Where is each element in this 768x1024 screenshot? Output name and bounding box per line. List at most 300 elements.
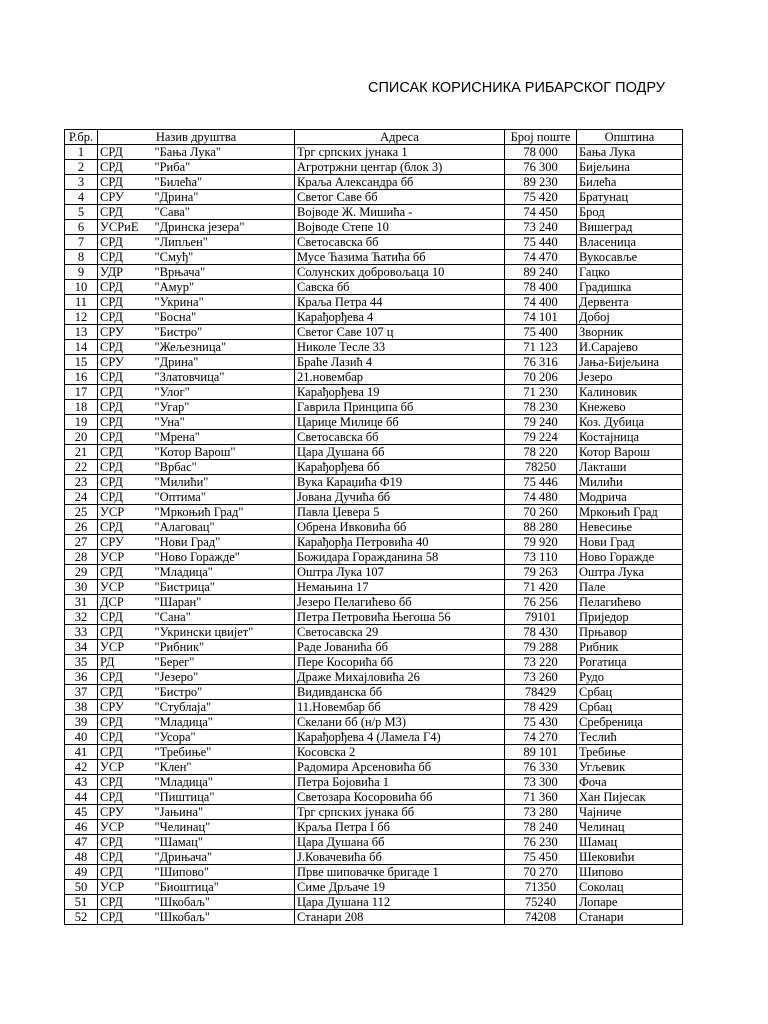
address-cell: Обрена Ивковића бб — [295, 520, 505, 535]
postal-code-cell: 74 480 — [505, 490, 577, 505]
row-number-cell: 7 — [65, 235, 98, 250]
society-type-cell: СРД — [98, 490, 153, 505]
postal-code-cell: 74208 — [505, 910, 577, 925]
row-number-cell: 36 — [65, 670, 98, 685]
postal-code-cell: 78 429 — [505, 700, 577, 715]
society-type-cell: СРД — [98, 205, 153, 220]
row-number-cell: 20 — [65, 430, 98, 445]
society-type-cell: СРД — [98, 745, 153, 760]
address-cell: Петра Бојовића 1 — [295, 775, 505, 790]
row-number-cell: 51 — [65, 895, 98, 910]
municipality-cell: Лакташи — [577, 460, 683, 475]
postal-code-cell: 79 920 — [505, 535, 577, 550]
society-name-cell: "Дрина" — [153, 355, 295, 370]
table-row — [65, 370, 683, 385]
municipality-cell: Гацко — [577, 265, 683, 280]
municipality-cell: Рибник — [577, 640, 683, 655]
municipality-cell: Требиње — [577, 745, 683, 760]
municipality-cell: Мркоњић Град — [577, 505, 683, 520]
society-type-cell: СРД — [98, 280, 153, 295]
address-cell: Карађорђева 4 — [295, 310, 505, 325]
table-row — [65, 445, 683, 460]
row-number-cell: 44 — [65, 790, 98, 805]
society-name-cell: "Језеро" — [153, 670, 295, 685]
row-number-cell: 3 — [65, 175, 98, 190]
row-number-cell: 50 — [65, 880, 98, 895]
row-number-cell: 23 — [65, 475, 98, 490]
row-number-cell: 37 — [65, 685, 98, 700]
row-number-cell: 43 — [65, 775, 98, 790]
row-number-cell: 34 — [65, 640, 98, 655]
municipality-cell: Србац — [577, 700, 683, 715]
society-name-cell: "Улог" — [153, 385, 295, 400]
table-row — [65, 505, 683, 520]
row-number-cell: 31 — [65, 595, 98, 610]
municipality-cell: Милићи — [577, 475, 683, 490]
municipality-cell: Прњавор — [577, 625, 683, 640]
municipality-cell: Зворник — [577, 325, 683, 340]
municipality-cell: Невесиње — [577, 520, 683, 535]
postal-code-cell: 78250 — [505, 460, 577, 475]
municipality-cell: Челинац — [577, 820, 683, 835]
society-name-cell: "Риба" — [153, 160, 295, 175]
postal-code-cell: 74 450 — [505, 205, 577, 220]
society-name-cell: "Клен" — [153, 760, 295, 775]
postal-code-cell: 73 280 — [505, 805, 577, 820]
postal-code-cell: 76 316 — [505, 355, 577, 370]
row-number-cell: 9 — [65, 265, 98, 280]
postal-code-cell: 75 446 — [505, 475, 577, 490]
table-row — [65, 205, 683, 220]
municipality-cell: Бања Лука — [577, 145, 683, 160]
address-cell: Пере Косорића бб — [295, 655, 505, 670]
postal-code-cell: 76 230 — [505, 835, 577, 850]
table-row — [65, 520, 683, 535]
header-postal-code: Број поште — [505, 130, 577, 145]
table-row — [65, 160, 683, 175]
municipality-cell: Брод — [577, 205, 683, 220]
society-type-cell: СРД — [98, 610, 153, 625]
row-number-cell: 49 — [65, 865, 98, 880]
address-cell: Браће Лазић 4 — [295, 355, 505, 370]
society-type-cell: УСР — [98, 820, 153, 835]
row-number-cell: 33 — [65, 625, 98, 640]
row-number-cell: 5 — [65, 205, 98, 220]
table-row — [65, 325, 683, 340]
society-name-cell: "Стублаја" — [153, 700, 295, 715]
postal-code-cell: 71 420 — [505, 580, 577, 595]
society-name-cell: "Угар" — [153, 400, 295, 415]
table-row — [65, 610, 683, 625]
municipality-cell: Нови Град — [577, 535, 683, 550]
address-cell: Вука Караџића Ф19 — [295, 475, 505, 490]
header-address: Адреса — [295, 130, 505, 145]
registry-table — [64, 129, 683, 925]
table-row — [65, 340, 683, 355]
society-type-cell: СРУ — [98, 325, 153, 340]
postal-code-cell: 75 450 — [505, 850, 577, 865]
postal-code-cell: 74 270 — [505, 730, 577, 745]
table-row — [65, 895, 683, 910]
table-row — [65, 460, 683, 475]
address-cell: Петра Петровића Његоша 56 — [295, 610, 505, 625]
address-cell: Скелани бб (н/р МЗ) — [295, 715, 505, 730]
society-name-cell: "Котор Варош" — [153, 445, 295, 460]
society-name-cell: "Дрина" — [153, 190, 295, 205]
address-cell: Краља Александра бб — [295, 175, 505, 190]
society-type-cell: УСР — [98, 550, 153, 565]
table-body — [65, 145, 683, 925]
row-number-cell: 18 — [65, 400, 98, 415]
row-number-cell: 29 — [65, 565, 98, 580]
society-type-cell: УСР — [98, 580, 153, 595]
municipality-cell: Рудо — [577, 670, 683, 685]
municipality-cell: Ново Горажде — [577, 550, 683, 565]
society-name-cell: "Бања Лука" — [153, 145, 295, 160]
table-row — [65, 865, 683, 880]
municipality-cell: Угљевик — [577, 760, 683, 775]
row-number-cell: 24 — [65, 490, 98, 505]
municipality-cell: Јања-Бијељина — [577, 355, 683, 370]
address-cell: Немањина 17 — [295, 580, 505, 595]
society-name-cell: "Бистро" — [153, 325, 295, 340]
society-name-cell: "Шипово" — [153, 865, 295, 880]
address-cell: Карађорђева бб — [295, 460, 505, 475]
row-number-cell: 46 — [65, 820, 98, 835]
address-cell: Ј.Ковачевића бб — [295, 850, 505, 865]
row-number-cell: 27 — [65, 535, 98, 550]
postal-code-cell: 78429 — [505, 685, 577, 700]
society-name-cell: "Амур" — [153, 280, 295, 295]
table-row — [65, 415, 683, 430]
society-type-cell: СРД — [98, 370, 153, 385]
society-name-cell: "Младица" — [153, 715, 295, 730]
society-name-cell: "Ново Горажде" — [153, 550, 295, 565]
municipality-cell: Станари — [577, 910, 683, 925]
table-row — [65, 310, 683, 325]
municipality-cell: Соколац — [577, 880, 683, 895]
table-row — [65, 625, 683, 640]
society-name-cell: "Усора" — [153, 730, 295, 745]
society-type-cell: СРД — [98, 310, 153, 325]
society-name-cell: "Смуђ" — [153, 250, 295, 265]
table-row — [65, 265, 683, 280]
table-row — [65, 715, 683, 730]
address-cell: Краља Петра I бб — [295, 820, 505, 835]
society-name-cell: "Мркоњић Град" — [153, 505, 295, 520]
society-type-cell: СРД — [98, 625, 153, 640]
society-type-cell: СРД — [98, 460, 153, 475]
table-row — [65, 550, 683, 565]
table-row — [65, 730, 683, 745]
society-name-cell: "Биоштица" — [153, 880, 295, 895]
postal-code-cell: 73 300 — [505, 775, 577, 790]
society-type-cell: СРД — [98, 565, 153, 580]
address-cell: Гаврила Принципа бб — [295, 400, 505, 415]
postal-code-cell: 76 330 — [505, 760, 577, 775]
address-cell: Солунских добровољаца 10 — [295, 265, 505, 280]
row-number-cell: 14 — [65, 340, 98, 355]
table-row — [65, 790, 683, 805]
society-name-cell: "Милићи" — [153, 475, 295, 490]
address-cell: Светосавска бб — [295, 430, 505, 445]
postal-code-cell: 70 270 — [505, 865, 577, 880]
address-cell: Савска бб — [295, 280, 505, 295]
society-name-cell: "Јањина" — [153, 805, 295, 820]
society-name-cell: "Златовчица" — [153, 370, 295, 385]
address-cell: 21.новембар — [295, 370, 505, 385]
society-type-cell: СРД — [98, 250, 153, 265]
address-cell: Краља Петра 44 — [295, 295, 505, 310]
society-name-cell: "Укрински цвијет" — [153, 625, 295, 640]
row-number-cell: 48 — [65, 850, 98, 865]
row-number-cell: 32 — [65, 610, 98, 625]
society-type-cell: СРД — [98, 835, 153, 850]
postal-code-cell: 88 280 — [505, 520, 577, 535]
table-row — [65, 190, 683, 205]
row-number-cell: 21 — [65, 445, 98, 460]
society-name-cell: "Укрина" — [153, 295, 295, 310]
municipality-cell: Дервента — [577, 295, 683, 310]
municipality-cell: Вукосавље — [577, 250, 683, 265]
address-cell: Божидара Горажданина 58 — [295, 550, 505, 565]
row-number-cell: 52 — [65, 910, 98, 925]
society-type-cell: СРУ — [98, 805, 153, 820]
table-row — [65, 580, 683, 595]
postal-code-cell: 74 400 — [505, 295, 577, 310]
society-type-cell: СРД — [98, 385, 153, 400]
society-name-cell: "Шамац" — [153, 835, 295, 850]
postal-code-cell: 71350 — [505, 880, 577, 895]
table-row — [65, 235, 683, 250]
postal-code-cell: 89 101 — [505, 745, 577, 760]
row-number-cell: 8 — [65, 250, 98, 265]
table-row — [65, 670, 683, 685]
municipality-cell: Сребреница — [577, 715, 683, 730]
municipality-cell: Србац — [577, 685, 683, 700]
table-row — [65, 295, 683, 310]
table-row — [65, 805, 683, 820]
municipality-cell: Фоча — [577, 775, 683, 790]
society-type-cell: СРД — [98, 910, 153, 925]
society-name-cell: "Сана" — [153, 610, 295, 625]
postal-code-cell: 78 220 — [505, 445, 577, 460]
address-cell: Цара Душана бб — [295, 835, 505, 850]
table-row — [65, 535, 683, 550]
municipality-cell: Бијељина — [577, 160, 683, 175]
table-row — [65, 745, 683, 760]
society-type-cell: СРД — [98, 730, 153, 745]
postal-code-cell: 73 240 — [505, 220, 577, 235]
address-cell: Карађорђева 19 — [295, 385, 505, 400]
address-cell: Јована Дучића бб — [295, 490, 505, 505]
address-cell: Цара Душана 112 — [295, 895, 505, 910]
society-type-cell: СРД — [98, 685, 153, 700]
municipality-cell: Теслић — [577, 730, 683, 745]
address-cell: Светозара Косоровића бб — [295, 790, 505, 805]
address-cell: Војводе Степе 10 — [295, 220, 505, 235]
row-number-cell: 15 — [65, 355, 98, 370]
address-cell: 11.Новембар бб — [295, 700, 505, 715]
header-row — [65, 130, 683, 145]
postal-code-cell: 79 288 — [505, 640, 577, 655]
society-type-cell: СРД — [98, 775, 153, 790]
table-row — [65, 280, 683, 295]
row-number-cell: 11 — [65, 295, 98, 310]
address-cell: Радомира Арсеновића бб — [295, 760, 505, 775]
table-row — [65, 490, 683, 505]
society-type-cell: УСР — [98, 760, 153, 775]
table-row — [65, 595, 683, 610]
society-type-cell: УСР — [98, 640, 153, 655]
municipality-cell: Пелагићево — [577, 595, 683, 610]
table-row — [65, 400, 683, 415]
society-type-cell: СРД — [98, 430, 153, 445]
row-number-cell: 28 — [65, 550, 98, 565]
municipality-cell: Градишка — [577, 280, 683, 295]
society-name-cell: "Младица" — [153, 565, 295, 580]
municipality-cell: Модрича — [577, 490, 683, 505]
society-name-cell: "Челинац" — [153, 820, 295, 835]
society-name-cell: "Сава" — [153, 205, 295, 220]
address-cell: Видивданска бб — [295, 685, 505, 700]
table-header — [65, 130, 683, 145]
postal-code-cell: 78 230 — [505, 400, 577, 415]
society-type-cell: СРД — [98, 235, 153, 250]
postal-code-cell: 70 260 — [505, 505, 577, 520]
postal-code-cell: 78 000 — [505, 145, 577, 160]
municipality-cell: Чајниче — [577, 805, 683, 820]
municipality-cell: Оштра Лука — [577, 565, 683, 580]
municipality-cell: Шамац — [577, 835, 683, 850]
table-row — [65, 850, 683, 865]
table-row — [65, 820, 683, 835]
address-cell: Карађорђа Петровића 40 — [295, 535, 505, 550]
row-number-cell: 30 — [65, 580, 98, 595]
postal-code-cell: 73 260 — [505, 670, 577, 685]
address-cell: Трг српских јунака 1 — [295, 145, 505, 160]
society-type-cell: УСР — [98, 505, 153, 520]
municipality-cell: Котор Варош — [577, 445, 683, 460]
society-type-cell: СРД — [98, 340, 153, 355]
society-type-cell: СРУ — [98, 700, 153, 715]
row-number-cell: 1 — [65, 145, 98, 160]
society-name-cell: "Рибник" — [153, 640, 295, 655]
table-row — [65, 175, 683, 190]
row-number-cell: 45 — [65, 805, 98, 820]
table-row — [65, 655, 683, 670]
row-number-cell: 42 — [65, 760, 98, 775]
society-type-cell: СРД — [98, 295, 153, 310]
table-row — [65, 385, 683, 400]
postal-code-cell: 75 430 — [505, 715, 577, 730]
municipality-cell: Шековићи — [577, 850, 683, 865]
table-row — [65, 475, 683, 490]
table-row — [65, 775, 683, 790]
society-name-cell: "Врњача" — [153, 265, 295, 280]
society-type-cell: УСРиЕ — [98, 220, 153, 235]
society-type-cell: СРУ — [98, 355, 153, 370]
society-name-cell: "Мрена" — [153, 430, 295, 445]
table-row — [65, 760, 683, 775]
society-name-cell: "Пиштица" — [153, 790, 295, 805]
header-row-number: Р.бр. — [65, 130, 98, 145]
society-type-cell: УСР — [98, 880, 153, 895]
address-cell: Трг српских јунака бб — [295, 805, 505, 820]
society-type-cell: СРД — [98, 445, 153, 460]
row-number-cell: 35 — [65, 655, 98, 670]
row-number-cell: 17 — [65, 385, 98, 400]
address-cell: Симе Дрљаче 19 — [295, 880, 505, 895]
address-cell: Николе Тесле 33 — [295, 340, 505, 355]
municipality-cell: Билећа — [577, 175, 683, 190]
society-name-cell: "Берег" — [153, 655, 295, 670]
municipality-cell: Калиновик — [577, 385, 683, 400]
postal-code-cell: 75 420 — [505, 190, 577, 205]
society-type-cell: СРД — [98, 415, 153, 430]
address-cell: Светог Саве бб — [295, 190, 505, 205]
row-number-cell: 4 — [65, 190, 98, 205]
address-cell: Светосавска 29 — [295, 625, 505, 640]
table-row — [65, 250, 683, 265]
address-cell: Царице Милице бб — [295, 415, 505, 430]
society-type-cell: СРД — [98, 175, 153, 190]
postal-code-cell: 76 300 — [505, 160, 577, 175]
table-row — [65, 910, 683, 925]
society-type-cell: СРД — [98, 850, 153, 865]
address-cell: Драже Михајловића 26 — [295, 670, 505, 685]
postal-code-cell: 71 123 — [505, 340, 577, 355]
address-cell: Карађорђева 4 (Ламела Г4) — [295, 730, 505, 745]
row-number-cell: 41 — [65, 745, 98, 760]
row-number-cell: 16 — [65, 370, 98, 385]
municipality-cell: Рогатица — [577, 655, 683, 670]
header-municipality: Општина — [577, 130, 683, 145]
table-row — [65, 565, 683, 580]
society-name-cell: "Босна" — [153, 310, 295, 325]
row-number-cell: 10 — [65, 280, 98, 295]
row-number-cell: 39 — [65, 715, 98, 730]
row-number-cell: 12 — [65, 310, 98, 325]
society-type-cell: СРУ — [98, 190, 153, 205]
postal-code-cell: 71 360 — [505, 790, 577, 805]
row-number-cell: 19 — [65, 415, 98, 430]
page-title: СПИСАК КОРИСНИКА РИБАРСКОГ ПОДРУ — [368, 80, 665, 96]
postal-code-cell: 73 110 — [505, 550, 577, 565]
society-name-cell: "Липљен" — [153, 235, 295, 250]
address-cell: Мусе Ћазима Ћатића бб — [295, 250, 505, 265]
society-type-cell: СРД — [98, 160, 153, 175]
header-society-name: Назив друштва — [98, 130, 295, 145]
address-cell: Цара Душана бб — [295, 445, 505, 460]
address-cell: Оштра Лука 107 — [295, 565, 505, 580]
row-number-cell: 6 — [65, 220, 98, 235]
society-name-cell: "Билећа" — [153, 175, 295, 190]
society-type-cell: СРД — [98, 790, 153, 805]
address-cell: Светог Саве 107 ц — [295, 325, 505, 340]
municipality-cell: Пале — [577, 580, 683, 595]
society-name-cell: "Уна" — [153, 415, 295, 430]
society-type-cell: СРД — [98, 475, 153, 490]
society-name-cell: "Бистрица" — [153, 580, 295, 595]
address-cell: Светосавска бб — [295, 235, 505, 250]
address-cell: Језеро Пелагићево бб — [295, 595, 505, 610]
address-cell: Косовска 2 — [295, 745, 505, 760]
society-type-cell: ДСР — [98, 595, 153, 610]
row-number-cell: 22 — [65, 460, 98, 475]
postal-code-cell: 78 430 — [505, 625, 577, 640]
table-row — [65, 430, 683, 445]
